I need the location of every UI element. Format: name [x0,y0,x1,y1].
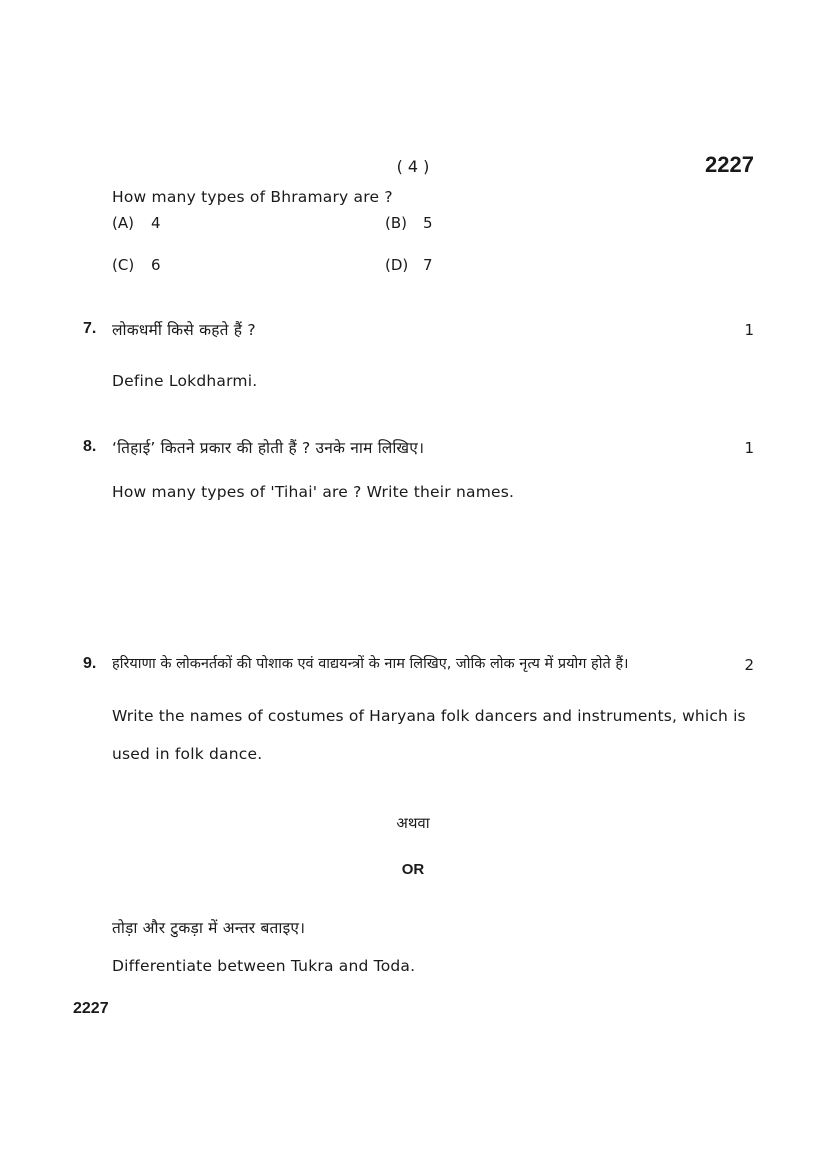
q6-option-c-value: 6 [151,256,161,274]
q6-option-b-value: 5 [423,214,433,232]
q8-number: 8. [83,438,97,455]
q9-marks: 2 [744,656,754,674]
q6-english-text: How many types of Bhramary are ? [112,188,393,206]
q9-english-line2: used in folk dance. [112,745,263,763]
q7-number: 7. [83,320,97,337]
q9-english-line1: Write the names of costumes of Haryana folk dancers and instruments, which is [112,707,746,725]
alt-question-english: Differentiate between Tukra and Toda. [112,957,416,975]
q8-marks: 1 [744,439,754,457]
q6-option-d-value: 7 [423,256,433,274]
or-hindi: अथवा [396,814,430,832]
q7-hindi-text: लोकधर्मी किसे कहते हैं ? [112,321,256,339]
q6-option-a-value: 4 [151,214,161,232]
q7-english-text: Define Lokdharmi. [112,372,258,390]
q8-english-text: How many types of 'Tihai' are ? Write their names. [112,483,515,501]
paper-code-header: 2227 [705,152,754,177]
or-english: OR [401,861,425,878]
q9-number: 9. [83,655,97,672]
page-number: ( 4 ) [396,157,430,176]
q6-option-a-letter: (A) [112,214,134,232]
q7-marks: 1 [744,321,754,339]
q9-hindi-text: हरियाणा के लोकनर्तकों की पोशाक एवं वाद्ययन्त्रों के नाम लिखिए, जोकि लोक नृत्य में प्रयोग होते हैं। [112,656,629,672]
paper-code-footer: 2227 [73,1000,109,1017]
q8-hindi-text: ‘तिहाई’ कितने प्रकार की होती हैं ? उनके नाम लिखिए। [112,439,425,457]
q6-option-c-letter: (C) [112,256,135,274]
q6-option-d-letter: (D) [385,256,409,274]
alt-question-hindi: तोड़ा और टुकड़ा में अन्तर बताइए। [112,919,306,937]
q6-option-b-letter: (B) [385,214,407,232]
